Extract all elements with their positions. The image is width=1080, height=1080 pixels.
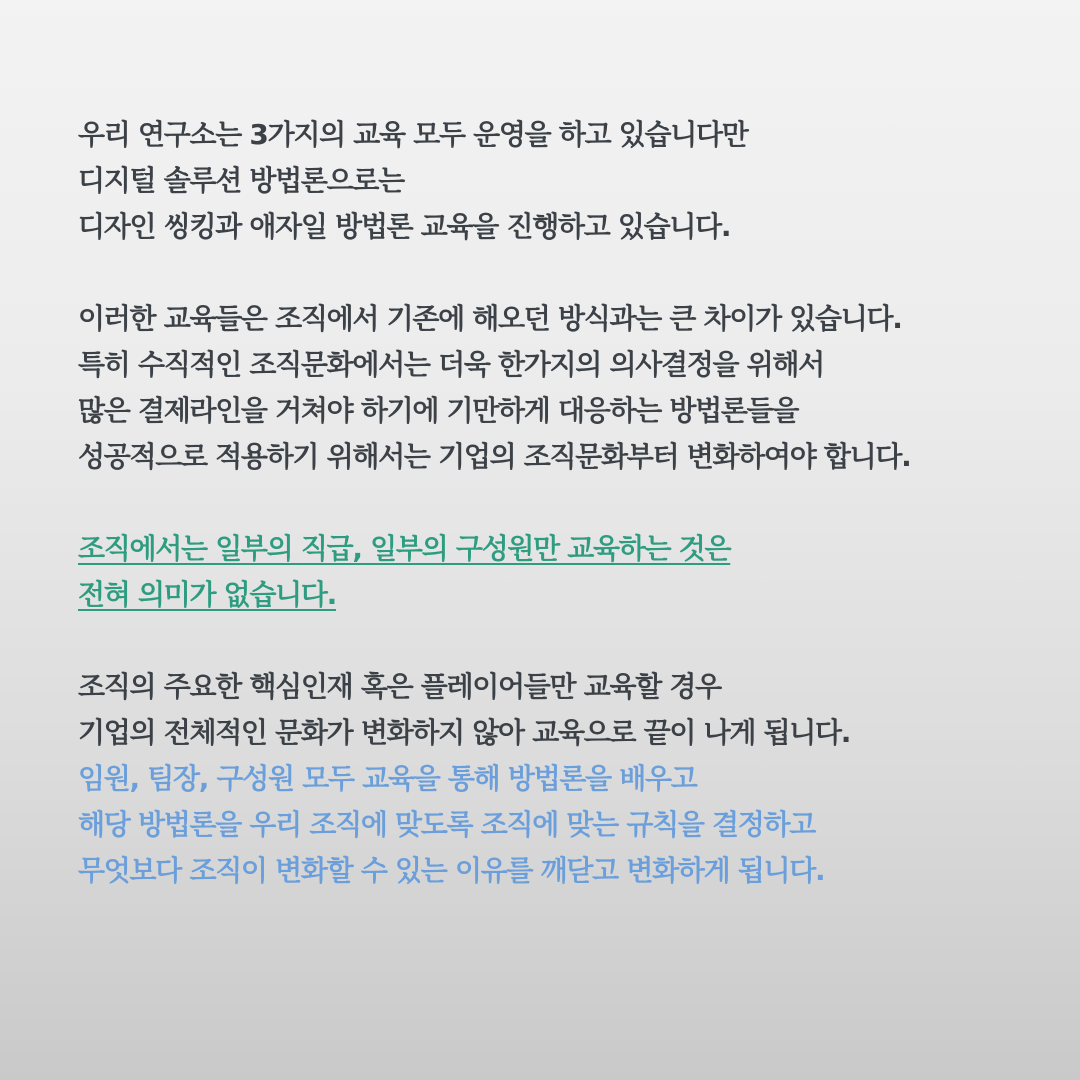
culture-line-1: 이러한 교육들은 조직에서 기존에 해오던 방식과는 큰 차이가 있습니다. bbox=[78, 302, 902, 335]
conclusion-line-2: 기업의 전체적인 문화가 변화하지 않아 교육으로 끝이 나게 됩니다. bbox=[78, 716, 851, 749]
intro-line-2: 디지털 솔루션 방법론으로는 bbox=[78, 164, 404, 197]
paragraph-spacer bbox=[78, 250, 1038, 296]
conclusion-line-1: 조직의 주요한 핵심인재 혹은 플레이어들만 교육할 경우 bbox=[78, 670, 721, 703]
culture-line-4: 성공적으로 적용하기 위해서는 기업의 조직문화부터 변화하여야 합니다. bbox=[78, 440, 911, 473]
accent-line-2: 해당 방법론을 우리 조직에 맞도록 조직에 맞는 규칙을 결정하고 bbox=[78, 808, 816, 841]
paragraph-spacer bbox=[78, 618, 1038, 664]
intro-line-3: 디자인 씽킹과 애자일 방법론 교육을 진행하고 있습니다. bbox=[78, 210, 731, 243]
accent-line-3: 무엇보다 조직이 변화할 수 있는 이유를 깨닫고 변화하게 됩니다. bbox=[78, 854, 825, 887]
culture-line-3: 많은 결제라인을 거쳐야 하기에 기만하게 대응하는 방법론들을 bbox=[78, 394, 799, 427]
text-content bbox=[78, 112, 1038, 894]
intro-line-1: 우리 연구소는 3가지의 교육 모두 운영을 하고 있습니다만 bbox=[78, 118, 748, 151]
culture-line-2: 특히 수직적인 조직문화에서는 더욱 한가지의 의사결정을 위해서 bbox=[78, 348, 824, 381]
paragraph-intro bbox=[78, 112, 1038, 250]
highlight-line-2: 전혀 의미가 없습니다. bbox=[78, 578, 336, 611]
highlight-line-1: 조직에서는 일부의 직급, 일부의 구성원만 교육하는 것은 bbox=[78, 532, 731, 565]
paragraph-spacer bbox=[78, 480, 1038, 526]
paragraph-culture bbox=[78, 296, 1038, 480]
paragraph-conclusion bbox=[78, 664, 1038, 894]
accent-line-1: 임원, 팀장, 구성원 모두 교육을 통해 방법론을 배우고 bbox=[78, 762, 697, 795]
paragraph-highlight bbox=[78, 526, 1038, 618]
